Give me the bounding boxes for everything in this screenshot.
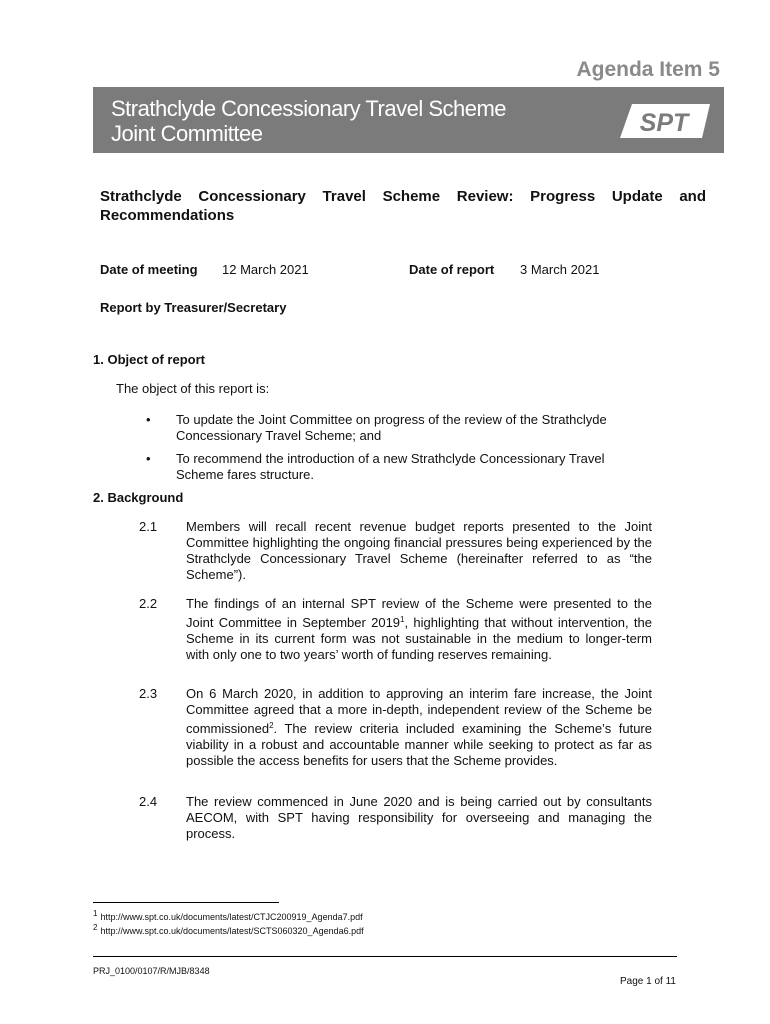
section1-intro: The object of this report is: <box>116 381 270 396</box>
para-number: 2.1 <box>139 519 158 534</box>
footnote-ref: 1 <box>400 615 405 624</box>
footnote-link[interactable]: http://www.spt.co.uk/documents/latest/SCTS060320_Agenda6.pdf <box>100 926 364 936</box>
page-number: Page 1 of 11 <box>620 976 676 987</box>
para-number: 2.2 <box>139 596 158 611</box>
spt-logo-text: SPT <box>639 109 689 137</box>
spt-logo-icon <box>618 102 710 140</box>
banner-title-line2: Joint Committee <box>111 121 263 146</box>
report-date-value: 3 March 2021 <box>520 262 600 277</box>
meeting-date-label: Date of meeting <box>100 262 198 277</box>
footnote-ref: 2 <box>269 721 274 730</box>
committee-banner <box>93 87 724 153</box>
footnote-link[interactable]: http://www.spt.co.uk/documents/latest/CTJC200919_Agenda7.pdf <box>100 912 363 922</box>
report-author: Report by Treasurer/Secretary <box>100 300 287 315</box>
banner-title <box>111 96 506 146</box>
meeting-date-value: 12 March 2021 <box>222 262 309 277</box>
paragraph-2-1: Members will recall recent revenue budget reports presented to the Joint Committee highlighting the ongoing financial pressures being experienced by the Strathclyde Concessionary Travel Scheme (hereinafter referred to as “the Scheme”). <box>186 519 652 582</box>
section2-heading: 2. Background <box>93 490 184 505</box>
footer-divider <box>93 956 677 957</box>
report-title: Strathclyde Concessionary Travel Scheme Review: Progress Update and Recommendations <box>100 188 706 224</box>
document-reference: PRJ_0100/0107/R/MJB/8348 <box>93 966 210 976</box>
list-item: To update the Joint Committee on progress of the review of the Strathclyde Concessionary Travel Scheme; and <box>176 412 607 443</box>
paragraph-2-3: On 6 March 2020, in addition to approving an interim fare increase, the Joint Committee agreed that a more in-depth, independent review of the Scheme be commissioned$^2$. The review criteria included examining the Scheme’s future viability in a robust and accountable manner while seeking to protect as far as possible the access benefits for users that the Scheme provides. <box>186 686 652 768</box>
list-item: To recommend the introduction of a new Strathclyde Concessionary Travel Scheme fares structure. <box>176 451 605 482</box>
footnote-2: $^2$ http://www.spt.co.uk/documents/latest/SCTS060320_Agenda6.pdf <box>93 923 364 936</box>
section1-heading: 1. Object of report <box>93 352 205 367</box>
paragraph-2-4: The review commenced in June 2020 and is being carried out by consultants AECOM, with SPT having responsibility for overseeing and managing the process. <box>186 794 652 841</box>
bullet-icon: • <box>146 451 151 466</box>
para-number: 2.3 <box>139 686 158 701</box>
report-date-label: Date of report <box>409 262 495 277</box>
banner-title-line1: Strathclyde Concessionary Travel Scheme <box>111 96 507 121</box>
bullet-icon: • <box>146 412 151 427</box>
paragraph-2-2: The findings of an internal SPT review of the Scheme were presented to the Joint Committee in September 2019$^1$, highlighting that without intervention, the Scheme in its current form was not sustainable in the medium to longer-term with only one to two years’ worth of funding reserves remaining. <box>186 596 652 662</box>
para-number: 2.4 <box>139 794 158 809</box>
agenda-item-label: Agenda Item 5 <box>576 58 720 81</box>
footnote-divider <box>93 902 279 903</box>
footnote-1: $^1$ http://www.spt.co.uk/documents/latest/CTJC200919_Agenda7.pdf <box>93 909 363 922</box>
